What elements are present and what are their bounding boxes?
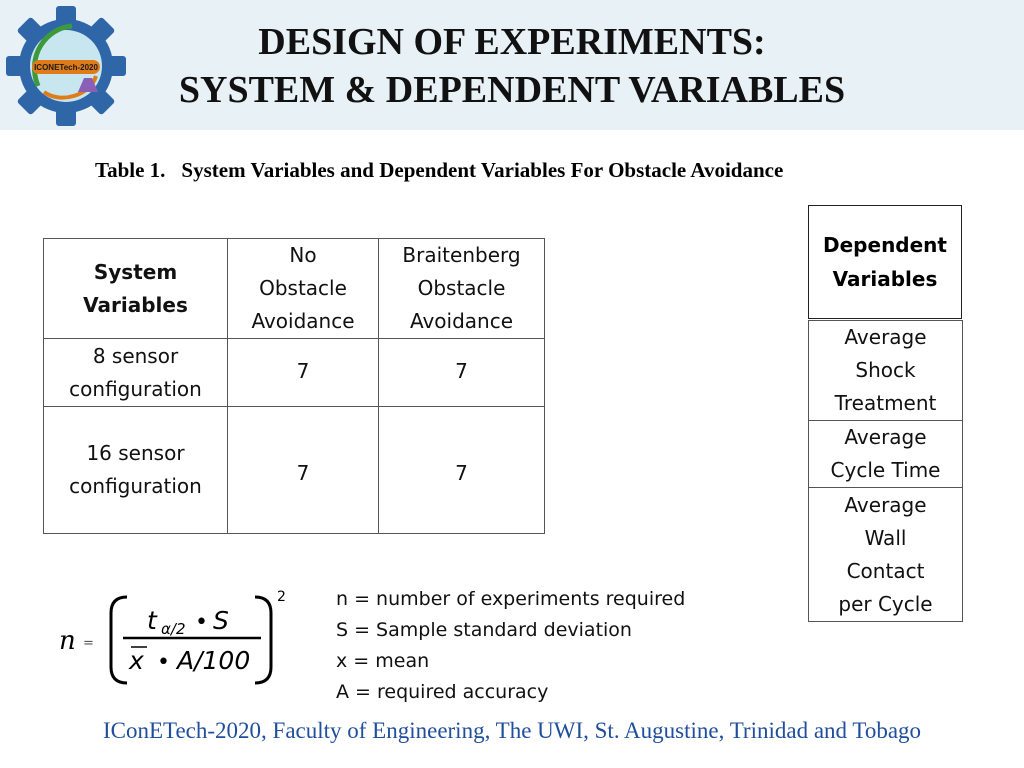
table-cell: 7 [379,339,545,407]
legend-item: A = required accuracy [336,681,549,703]
table-row [809,321,963,421]
header-cell: No Obstacle Avoidance [228,239,379,339]
table-cell: 7 [379,407,545,534]
legend-item: n = number of experiments required [336,588,686,610]
formula-legend [336,584,685,708]
legend-item: x = mean [336,650,430,672]
caption-text: System Variables and Dependent Variables For Obstacle Avoidance [181,158,784,182]
numerator-dot: • [195,610,208,635]
table-caption [95,158,783,183]
denominator-x: x [129,646,144,675]
formula-equals: = [83,636,94,651]
table-header-row [44,239,545,339]
denominator-a: A/100 [177,646,251,675]
table-cell: 7 [228,339,379,407]
dependent-item: Average Shock Treatment [809,321,963,421]
table-row [44,407,545,534]
numerator-s: S [213,606,229,635]
header-band [0,0,1024,130]
sample-size-formula [55,585,295,695]
numerator-subscript: α/2 [161,620,186,638]
table-row [44,339,545,407]
right-bracket [255,597,271,683]
title-line-2: SYSTEM & DEPENDENT VARIABLES [178,69,846,111]
slide-title [130,18,894,114]
header-cell: System Variables [44,239,228,339]
dependent-variables-header: Dependent Variables [808,205,962,319]
conference-logo [5,5,127,127]
formula-lhs: n [59,626,76,656]
title-line-1: DESIGN OF EXPERIMENTS: [258,21,766,63]
table-row [809,488,963,622]
header-cell: Braitenberg Obstacle Avoidance [379,239,545,339]
row-label: 16 sensor configuration [44,407,228,534]
legend-item: S = Sample standard deviation [336,619,632,641]
table-cell: 7 [228,407,379,534]
dependent-variables-table [808,320,963,622]
table-row [809,421,963,488]
dependent-item: Average Cycle Time [809,421,963,488]
row-label: 8 sensor configuration [44,339,228,407]
formula-exponent: 2 [277,589,286,605]
system-variables-table [43,238,545,534]
denominator-dot: • [157,650,170,675]
caption-number: Table 1. [95,158,166,182]
left-bracket [111,597,127,683]
footer: IConETech-2020, Faculty of Engineering, The UWI, St. Augustine, Trinidad and Tobago [102,718,922,743]
dependent-item: Average Wall Contact per Cycle [809,488,963,622]
numerator-t: t [147,606,157,635]
logo-text: ICONETech-2020 [34,63,98,72]
